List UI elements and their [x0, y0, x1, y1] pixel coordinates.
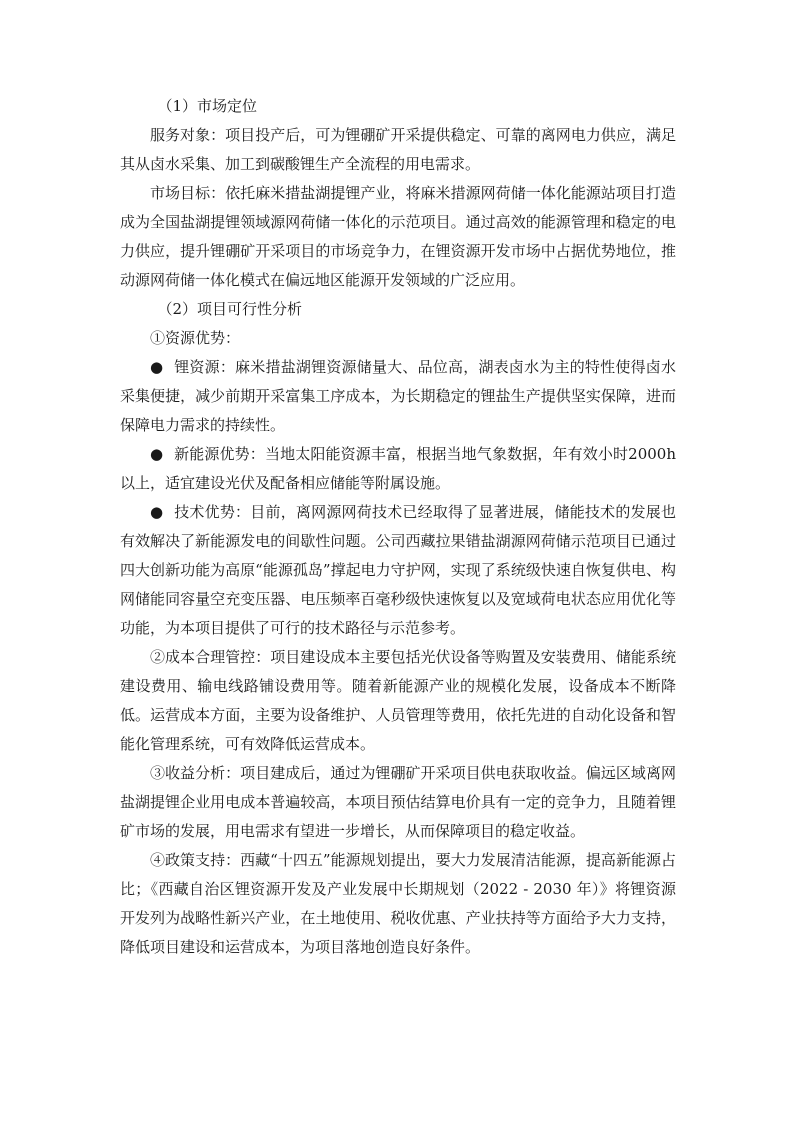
- revenue-analysis-paragraph: ③收益分析：项目建成后，通过为锂硼矿开采项目供电获取收益。偏远区域离网盐湖提锂企业用电成本普遍较高，本项目预估结算电价具有一定的竞争力，且随着锂矿市场的发展，用电需求有望进一步增长，从而保障项目的稳定收益。: [120, 764, 676, 840]
- market-goal-paragraph: 市场目标：依托麻米措盐湖提锂产业，将麻米措源网荷储一体化能源站项目打造成为全国盐湖提锂领域源网荷储一体化的示范项目。通过高效的能源管理和稳定的电力供应，提升锂硼矿开采项目的市场竞争力，在锂资源开发市场中占据优势地位，推动源网荷储一体化模式在偏远地区能源开发领域的广泛应用。: [120, 184, 676, 289]
- cost-control-paragraph: ②成本合理管控：项目建设成本主要包括光伏设备等购置及安装费用、储能系统建设费用、输电线路铺设费用等。随着新能源产业的规模化发展，设备成本不断降低。运营成本方面，主要为设备维护、人员管理等费用，依托先进的自动化设备和智能化管理系统，可有效降低运营成本。: [120, 648, 676, 753]
- bullet-technology: [120, 498, 676, 643]
- policy-support-paragraph: ④政策支持：西藏“十四五”能源规划提出，要大力发展清洁能源，提高新能源占比；《西藏自治区锂资源开发及产业发展中长期规划（2022 - 2030 年）》将锂资源开发列为战略性新兴产业，在土地使用、税收优惠、产业扶持等方面给予大力支持，降低项目建设和运营成本，为项目落地创造良好条件。: [120, 851, 676, 956]
- feasibility-heading: （2）项目可行性分析: [157, 300, 303, 318]
- bullet-text: 技术优势：目前，离网源网荷技术已经取得了显著进展，储能技术的发展也有效解决了新能源发电的间歇性问题。公司西藏拉果错盐湖源网荷储示范项目已通过四大创新功能为高原“能源孤岛”撑起电力守护网，实现了系统级快速自恢复供电、构网储能同容量空充变压器、电压频率百毫秒级快速恢复以及宽域荷电状态应用优化等功能，为本项目提供了可行的技术路径与示范参考。: [120, 503, 676, 637]
- bullet-text: 锂资源：麻米措盐湖锂资源储量大、品位高，湖表卤水为主的特性使得卤水采集便捷，减少前期开采富集工序成本，为长期稳定的锂盐生产提供坚实保障，进而保障电力需求的持续性。: [120, 358, 676, 434]
- service-target-paragraph: 服务对象：项目投产后，可为锂硼矿开采提供稳定、可靠的离网电力供应，满足其从卤水采集、加工到碳酸锂生产全流程的用电需求。: [120, 126, 676, 173]
- bullet-lithium-resource: [120, 353, 676, 440]
- resource-advantage-heading: ①资源优势：: [150, 329, 241, 347]
- bullet-icon: ●: [150, 503, 164, 521]
- market-positioning-heading: （1）市场定位: [157, 97, 258, 115]
- bullet-icon: ●: [150, 445, 164, 463]
- bullet-new-energy: [120, 440, 676, 498]
- bullet-icon: ●: [150, 358, 164, 376]
- document-page: [120, 92, 676, 962]
- bullet-text: 新能源优势：当地太阳能资源丰富，根据当地气象数据，年有效小时2000h以上，适宜建设光伏及配备相应储能等附属设施。: [120, 445, 676, 492]
